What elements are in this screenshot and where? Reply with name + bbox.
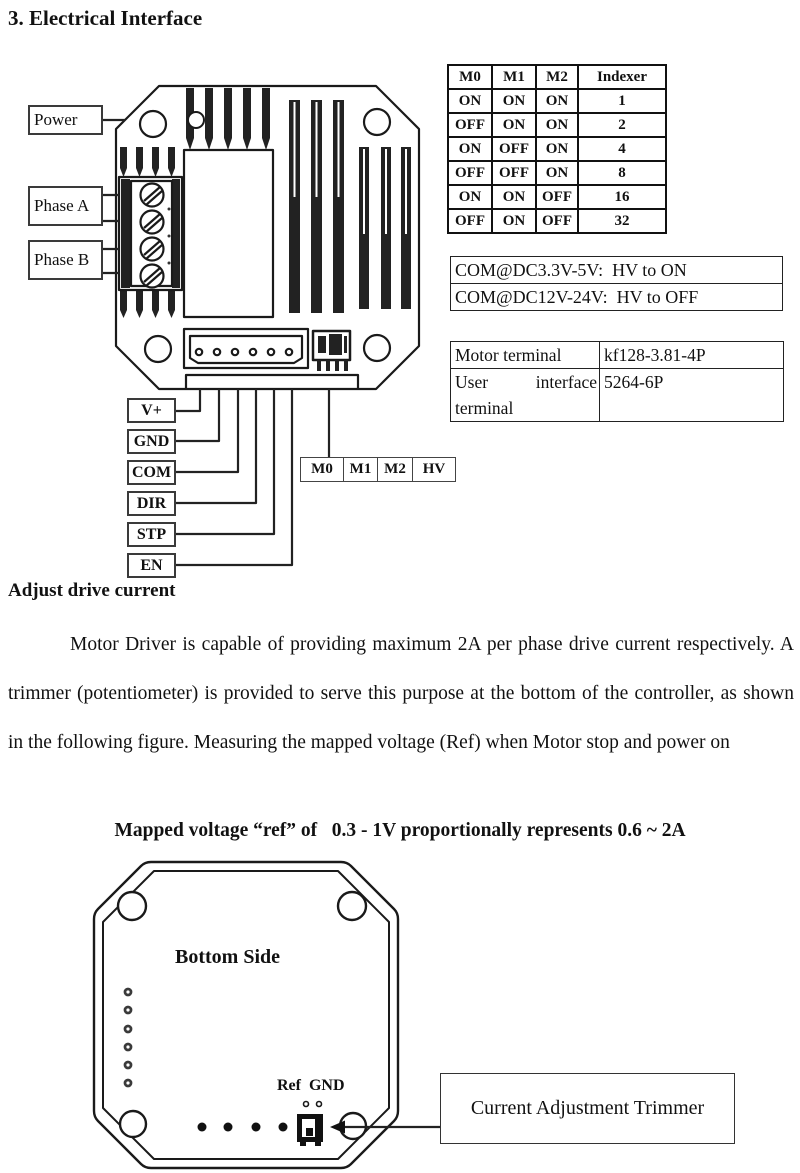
page-title: 3. Electrical Interface — [8, 6, 203, 30]
header-cell: M1 — [492, 65, 536, 89]
ref-gnd-label: Ref GND — [277, 1077, 345, 1094]
screw-hole — [118, 892, 146, 920]
pin-label-en: EN — [127, 553, 176, 578]
current-adjustment-trimmer-callout: Current Adjustment Trimmer — [440, 1073, 735, 1144]
table-row — [451, 257, 783, 284]
screw-hole — [364, 335, 390, 361]
cell: ON — [492, 185, 536, 209]
motor-terminal-block — [119, 177, 182, 290]
screw-hole — [338, 892, 366, 920]
cell: COM@DC3.3V-5V: HV to ON — [451, 257, 783, 284]
cell: OFF — [492, 161, 536, 185]
cell: ON — [492, 89, 536, 113]
cell: ON — [536, 161, 578, 185]
table-row — [448, 209, 666, 233]
phase-b-label: Phase B — [28, 240, 103, 280]
indexer-table — [447, 64, 667, 234]
terminal-spec-table — [450, 341, 784, 422]
header-cell: M2 — [536, 65, 578, 89]
adjust-drive-current-heading: Adjust drive current — [8, 580, 176, 601]
cell: ON — [536, 137, 578, 161]
screw-hole — [364, 109, 390, 135]
body-paragraph: Motor Driver is capable of providing maximum 2A per phase drive current respectively. A trimmer (potentiometer) is provided to serve this purpose at the bottom of the controller, as shown in the following figure. Measuring the mapped voltage (Ref) when Motor stop and power on — [8, 634, 794, 753]
table-row — [448, 161, 666, 185]
cell: kf128-3.81-4P — [600, 342, 784, 369]
com-voltage-table — [450, 256, 783, 311]
cell: ON — [448, 89, 492, 113]
cell: 4 — [578, 137, 666, 161]
cell: 32 — [578, 209, 666, 233]
cell: OFF — [448, 161, 492, 185]
cell: ON — [492, 209, 536, 233]
pin-label-stp: STP — [127, 522, 176, 547]
screw-hole — [120, 1111, 146, 1137]
dip-label-m0: M0 — [300, 457, 344, 482]
dip-label-hv: HV — [413, 457, 456, 482]
cell: OFF — [536, 185, 578, 209]
center-plate — [184, 150, 273, 317]
dip-label-row — [300, 457, 456, 482]
cell: OFF — [536, 209, 578, 233]
table-row — [448, 113, 666, 137]
cell: 8 — [578, 161, 666, 185]
screw-hole — [140, 111, 166, 137]
indexer-header-row — [448, 65, 666, 89]
bottom-side-label: Bottom Side — [175, 946, 280, 968]
cell: OFF — [448, 113, 492, 137]
header-cell: M0 — [448, 65, 492, 89]
heatsink-fins-center — [289, 100, 344, 313]
cell: 5264-6P — [600, 369, 784, 422]
user-interface-connector — [184, 329, 308, 368]
fin-keyhole — [188, 112, 204, 128]
cell: User interface terminal — [451, 369, 600, 422]
trimmer-component — [297, 1114, 323, 1146]
cell: 1 — [578, 89, 666, 113]
screw-hole — [145, 336, 171, 362]
table-row — [448, 137, 666, 161]
cell: Motor terminal — [451, 342, 600, 369]
cell: ON — [492, 113, 536, 137]
cell: ON — [448, 137, 492, 161]
phase-a-label: Phase A — [28, 186, 103, 226]
heatsink-fins-right — [359, 147, 411, 309]
power-label: Power — [28, 105, 103, 135]
cell: ON — [536, 113, 578, 137]
cell: 16 — [578, 185, 666, 209]
bottom-device-diagram — [94, 862, 440, 1168]
header-cell: Indexer — [578, 65, 666, 89]
mapped-voltage-note: Mapped voltage “ref” of 0.3 - 1V proportionally represents 0.6 ~ 2A — [114, 820, 686, 841]
table-row — [451, 342, 784, 369]
table-row — [451, 284, 783, 311]
table-row — [448, 89, 666, 113]
cell: ON — [448, 185, 492, 209]
pin-label-dir: DIR — [127, 491, 176, 516]
dip-label-m1: M1 — [344, 457, 378, 482]
dip-label-m2: M2 — [378, 457, 413, 482]
cell: OFF — [448, 209, 492, 233]
cell: 2 — [578, 113, 666, 137]
cell: COM@DC12V-24V: HV to OFF — [451, 284, 783, 311]
pin-label-gnd: GND — [127, 429, 176, 454]
table-row — [451, 369, 784, 422]
pin-label-vplus: V+ — [127, 398, 176, 423]
table-row — [448, 185, 666, 209]
cell: OFF — [492, 137, 536, 161]
pin-label-com: COM — [127, 460, 176, 485]
cell: ON — [536, 89, 578, 113]
